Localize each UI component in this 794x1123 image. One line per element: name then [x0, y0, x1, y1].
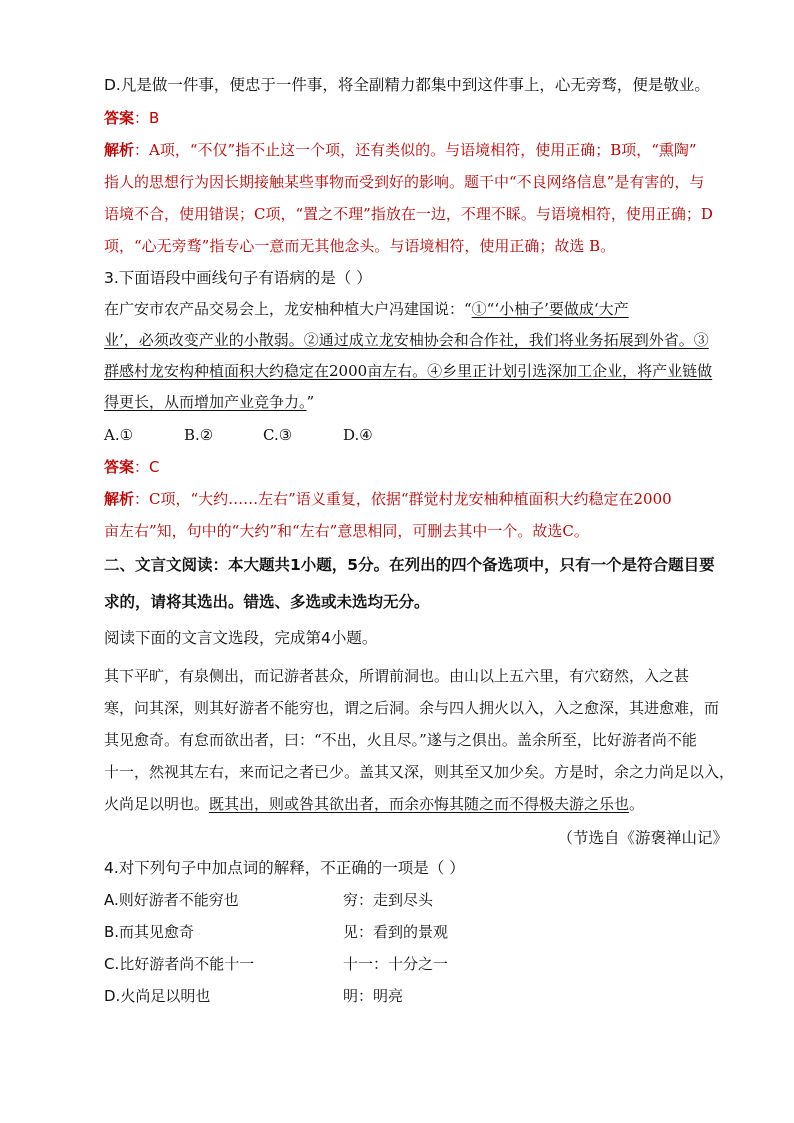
q4-option-c-meaning: 十一：十分之一	[343, 955, 449, 973]
q3-passage-line-3	[104, 361, 712, 381]
reading-instruction: 阅读下面的文言文选段，完成第4小题。	[104, 629, 378, 647]
q3-passage-line-4: 得更长，从而增加产业竞争力。”	[104, 393, 315, 411]
q4-option-b-sentence: B.而其见愈奇	[104, 923, 195, 941]
q3-answer	[104, 457, 160, 477]
passage-line-1: 其下平旷，有泉侧出，而记游者甚众，所谓前洞也。由山以上五六里，有穴窈然，入之甚	[104, 667, 690, 685]
passage-source: （节选自《游褒禅山记》	[557, 829, 728, 847]
section-heading-line-1: 二、文言文阅读：本大题共1小题，5分。在列出的四个备选项中，只有一个是符合题目要	[104, 556, 715, 574]
q3-passage-line-1: 在广安市农产品交易会上，龙安柚种植大户冯建国说：“①“‘小柚子’要做成‘大产	[104, 300, 629, 318]
answer-label: 答案	[104, 458, 135, 476]
analysis-label: 解析	[104, 141, 135, 159]
q2-answer	[104, 108, 159, 128]
q2-option-d: D.凡是做一件事，便忠于一件事，将全副精力都集中到这件事上，心无旁骛，便是敬业。	[104, 76, 710, 94]
q2-analysis-line-1: 解析：A项，“不仅”指不止这一个项，还有类似的。与语境相符，使用正确；B项，“熏陶”	[104, 141, 697, 159]
q2-analysis-line-4: 项，“心无旁骛”指专心一意而无其他念头。与语境相符，使用正确；故选 B。	[104, 237, 616, 255]
q3-option-a: A.①	[104, 426, 134, 444]
q4-option-b-meaning: 见：看到的景观	[343, 923, 449, 941]
q2-analysis-line-2: 指人的思想行为因长期接触某些事物而受到好的影响。题干中“不良网络信息”是有害的，与	[104, 173, 705, 191]
q3-option-b: B.②	[184, 426, 214, 444]
q4-option-d-sentence: D.火尚足以明也	[104, 987, 211, 1005]
q3-option-d: D.④	[343, 426, 373, 444]
q2-analysis-line-3: 语境不合，使用错误；C项，“置之不理”指放在一边，不理不睬。与语境相符，使用正确；D	[104, 205, 713, 223]
underlined-sentence: 群感村龙安构种植面积大约稳定在2000亩左右。④乡里正计划引选深加工企业，将产业链做	[104, 362, 713, 380]
passage-line-5: 火尚足以明也。既其出，则或咎其欲出者，而余亦悔其随之而不得极夫游之乐也。	[104, 795, 645, 813]
q3-analysis-line-1: 解析：C项，“大约……左右”语义重复，依据“群觉村龙安柚种植面积大约稳定在2000	[104, 490, 672, 508]
q4-option-a-sentence: A.则好游者不能穷也	[104, 891, 239, 909]
answer-value: ：B	[134, 109, 160, 127]
underlined-sentence: 得更长，从而增加产业竞争力。	[104, 393, 307, 411]
q4-option-d-meaning: 明：明亮	[343, 987, 404, 1005]
passage-line-4: 十一，然视其左右，来而记之者已少。盖其又深，则其至又加少矣。方是时，余之力尚足以入，	[104, 763, 735, 781]
underlined-sentence: 既其出，则或咎其欲出者，而余亦悔其随之而不得极夫游之乐也	[209, 795, 630, 813]
passage-line-2: 寒，问其深，则其好游者不能穷也，谓之后洞。余与四人拥火以入，入之愈深，其进愈难，而	[104, 699, 720, 717]
q4-option-c-sentence: C.比好游者尚不能十一	[104, 955, 255, 973]
answer-label: 答案	[104, 109, 135, 127]
q3-question: 3.下面语段中画线句子有语病的是（ ）	[104, 269, 372, 287]
q3-option-c: C.③	[263, 426, 293, 444]
section-heading-line-2: 求的，请将其选出。错选、多选或未选均无分。	[104, 593, 430, 611]
q4-option-a-meaning: 穷：走到尽头	[343, 891, 434, 909]
passage-line-3: 其见愈奇。有怠而欲出者，曰：“不出，火且尽。”遂与之俱出。盖余所至，比好游者尚不能	[104, 731, 697, 749]
q4-question: 4.对下列句子中加点词的解释，不正确的一项是（ ）	[104, 859, 465, 877]
underlined-sentence: ①“‘小柚子’要做成‘大产	[471, 300, 629, 318]
q3-analysis-line-2: 亩左右”知，句中的“大约”和“左右”意思相同，可删去其中一个。故选C。	[104, 522, 589, 540]
analysis-label: 解析	[104, 490, 135, 508]
answer-value: ：C	[134, 458, 160, 476]
q3-passage-line-2	[104, 330, 709, 350]
underlined-sentence: 业’，必须改变产业的小散弱。②通过成立龙安柚协会和合作社，我们将业务拓展到外省。③	[104, 331, 709, 349]
